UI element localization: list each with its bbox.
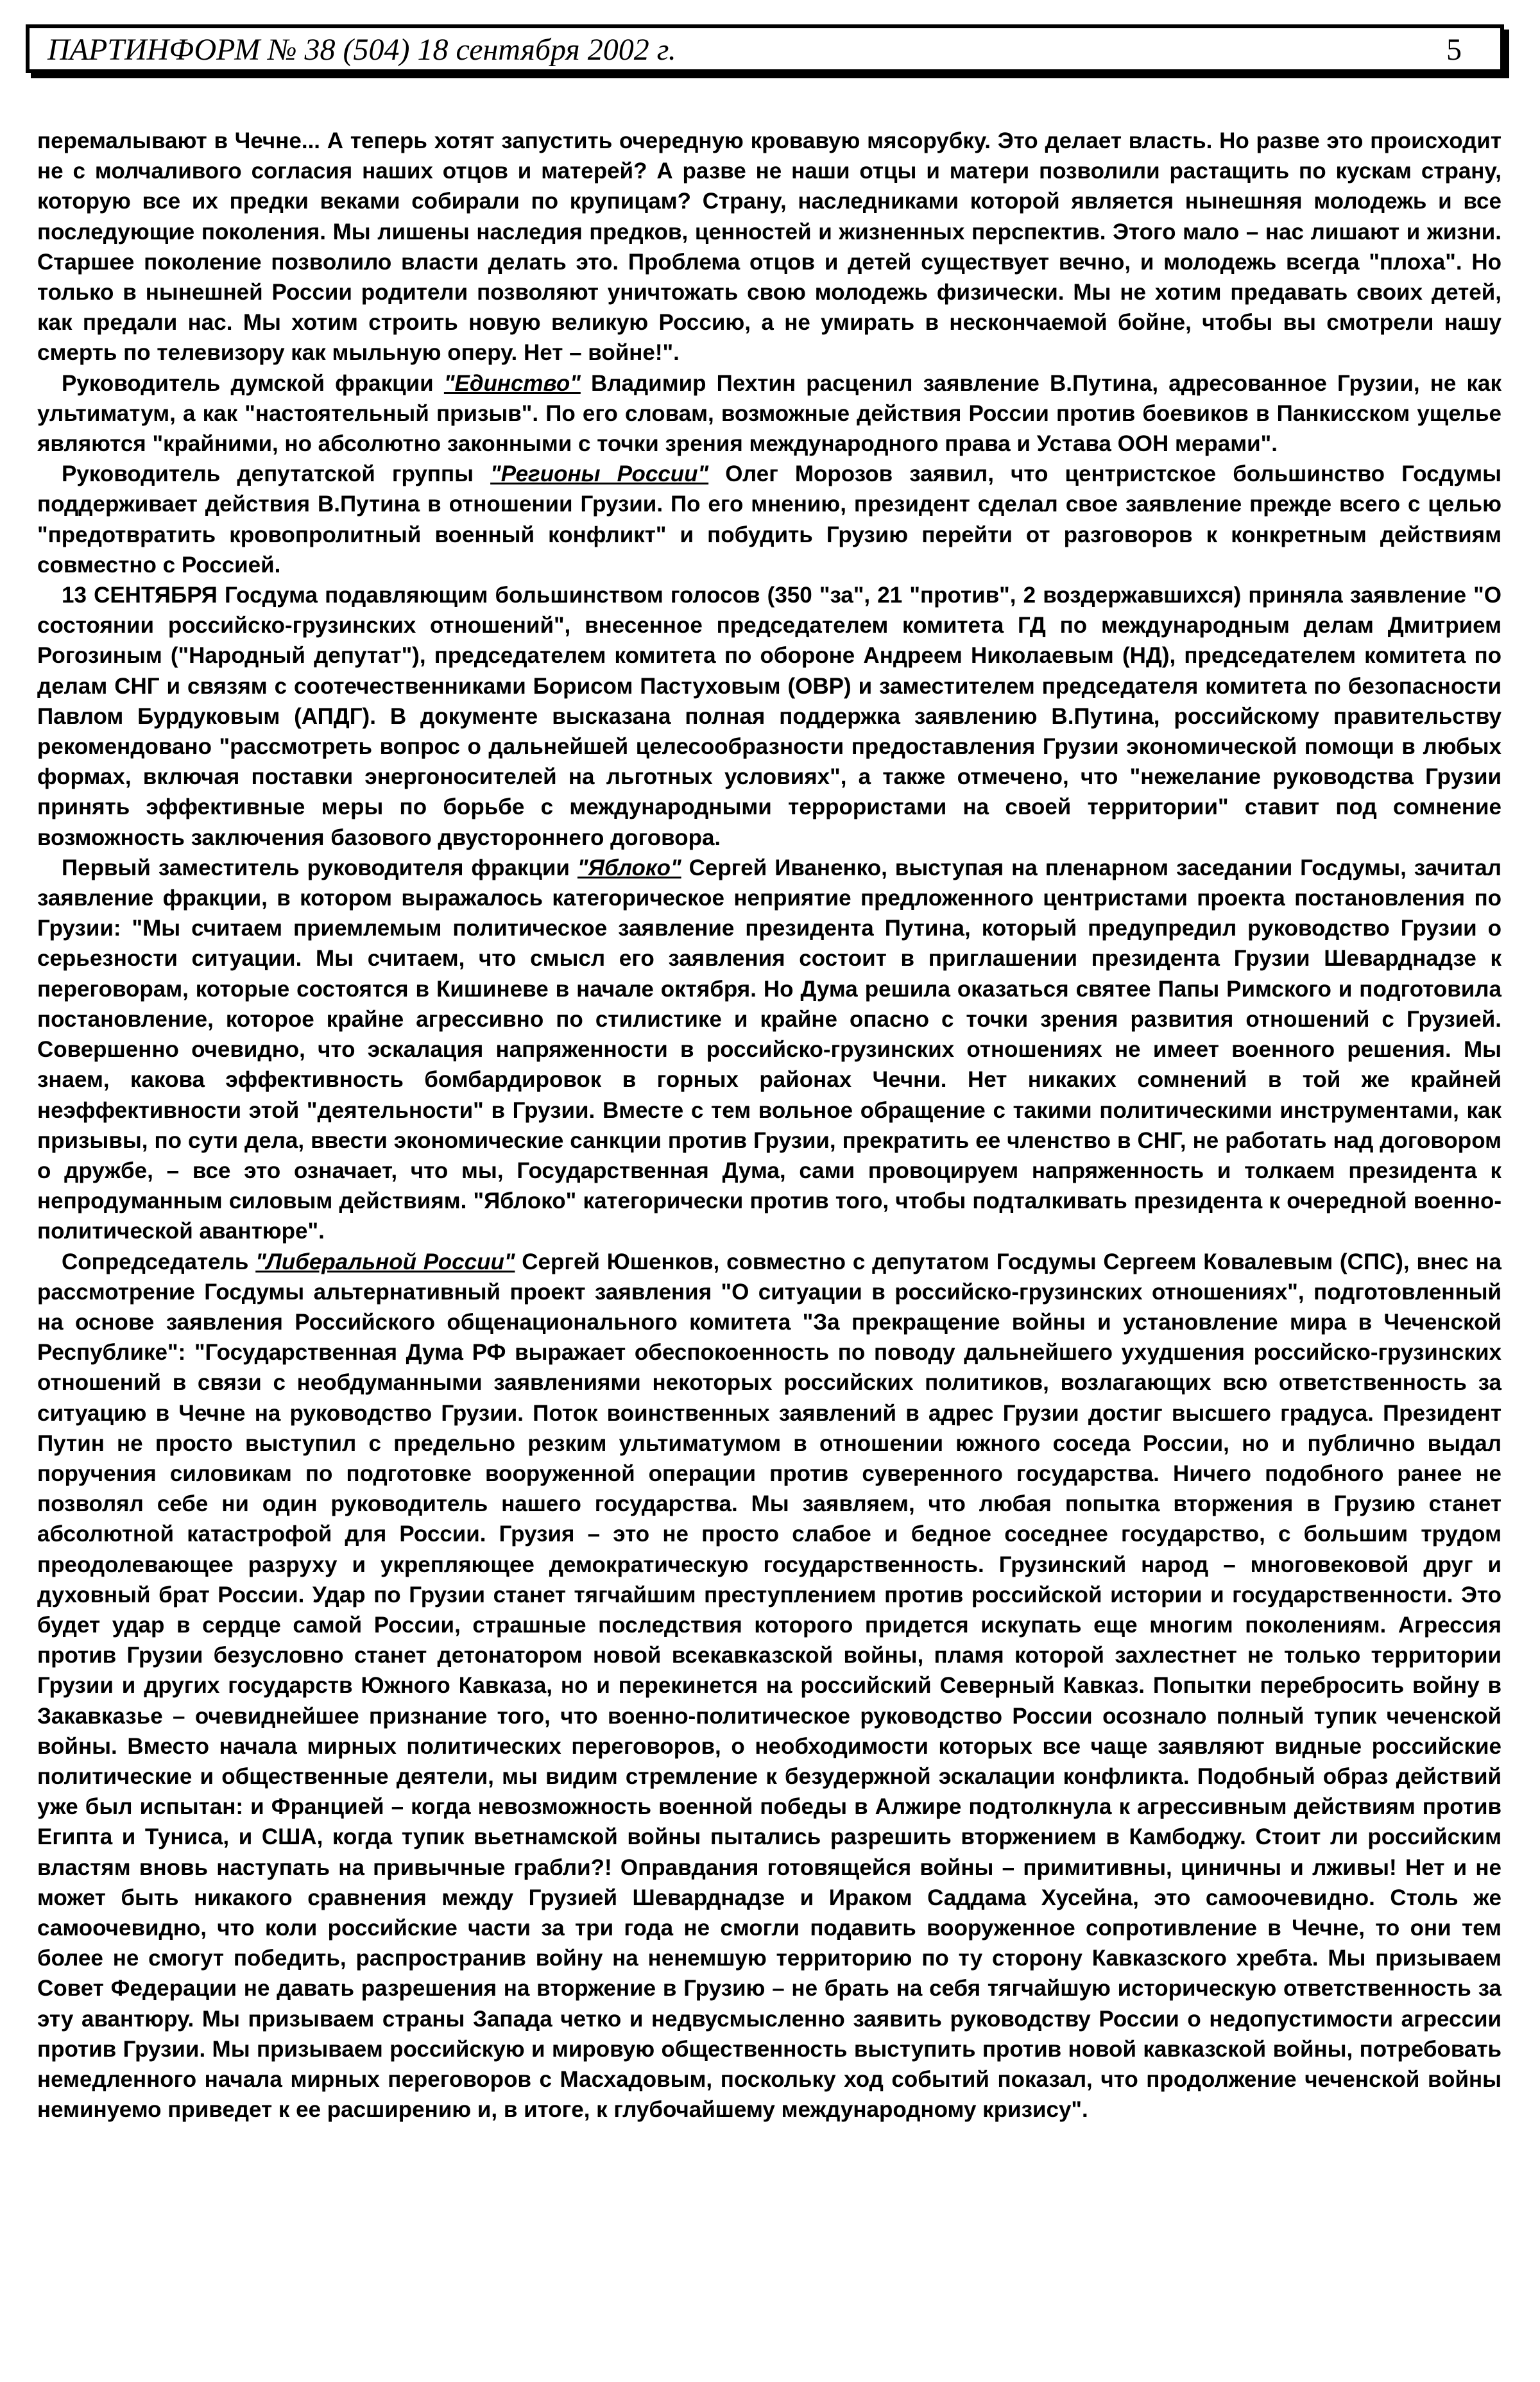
paragraph-1: перемалывают в Чечне... А теперь хотят запустить очередную кровавую мясорубку. Это делает власть. Но разве это происходит не с молчаливого согласия наших отцов и матерей? А разве не наши отцы и матери позволили растащить по кускам страну, которую все их предки веками собирали по крупицам? Страну, наследниками которой является нынешняя молодежь и все последующие поколения. Мы лишены наследия предков, ценностей и жизненных перспектив. Этого мало – нас лишают и жизни. Старшее поколение позволило власти делать это. Проблема отцов и детей существует вечно, и молодежь всегда "плоха". Но только в нынешней России родители позволяют уничтожать свою молодежь физически. Мы не хотим предавать своих детей, как предали нас. Мы хотим строить новую великую Россию, а не умирать в нескончаемой бойне, чтобы вы смотрели нашу смерть по телевизору как мыльную оперу. Нет – войне!". [37,128,1502,366]
paragraph-6-text: Сергей Юшенков, совместно с депутатом Госдумы Сергеем Ковалевым (СПС), внес на рассмотрение Госдумы альтернативный проект заявления "О ситуации в российско-грузинских отношениях", подготовленный на основе заявления Российского общенационального комитета "За прекращение войны и установление мира в Чеченской Республике": "Государственная Дума РФ выражает обеспокоенность по поводу дальнейшего ухудшения российско-грузинских отношений в связи с необдуманными заявлениями некоторых российских политиков, возлагающих всю ответственность за ситуацию в Чечне на руководство Грузии. Поток воинственных заявлений в адрес Грузии достиг высшего градуса. Президент Путин не просто выступил с предельно резким ультиматумом в отношении южного соседа России, но и публично выдал поручения силовикам по подготовке вооруженной операции против суверенного государства. Ничего подобного ранее не позволял себе ни один руководитель нашего государства. Мы заявляем, что любая попытка вторжения в Грузию станет абсолютной катастрофой для России. Грузия – это не просто слабое и бедное соседнее государство, с большим трудом преодолевающее разруху и укрепляющее демократическую государственность. Грузинский народ – многовековой друг и духовный брат России. Удар по Грузии станет тягчайшим преступлением против российской истории и государственности. Это будет удар в сердце самой России, страшные последствия которого придется искупать еще многим поколениям. Агрессия против Грузии безусловно станет детонатором новой всекавказской войны, пламя которой захлестнет не только территории Грузии и других государств Южного Кавказа, но и перекинется на российский Северный Кавказ. Попытки перебросить войну в Закавказье – очевиднейшее признание того, что военно-политическое руководство России осознало полный тупик чеченской войны. Вместо начала мирных политических переговоров, о необходимости которых все чаще заявляют видные российские политические и общественные деятели, мы видим стремление к безудержной эскалации конфликта. Подобный образ действий уже был испытан: и Францией – когда невозможность военной победы в Алжире подтолкнула к агрессивным действиям против Египта и Туниса, и США, когда тупик вьетнамской войны пытались разрешить вторжением в Камбоджу. Стоит ли российским властям вновь наступать на привычные грабли?! Оправдания готовящейся войны – примитивны, циничны и лживы! Нет и не может быть никакого сравнения между Грузией Шеварднадзе и Ираком Саддама Хусейна, это самоочевидно. Столь же самоочевидно, что коли российские части за три года не смогли подавить вооруженное сопротивление в Чечне, то они тем более не смогут победить, распространив войну на ненемшую территорию по ту сторону Кавказского хребта. Мы призываем Совет Федерации не давать разрешения на вторжение в Грузию – не брать на себя тягчайшую историческую ответственность за эту авантюру. Мы призываем страны Запада четко и недвусмысленно заявить руководству России о недопустимости агрессии против Грузии. Мы призываем российскую и мировую общественность выступить против новой кавказской войны, потребовать немедленного начала мирных переговоров с Масхадовым, поскольку ход событий показал, что продолжение чеченской войны неминуемо приведет к ее расширению и, в итоге, к глубочайшему международному кризису". [37,1249,1502,2123]
party-name-liberalnaya-rossiya: "Либеральной России" [255,1249,515,1274]
paragraph-5 [37,853,1502,1247]
paragraph-3 [37,459,1502,580]
party-name-yabloko: "Яблоко" [577,855,681,880]
paragraph-6 [37,1247,1502,2125]
page-header [26,24,1504,73]
paragraph-3-lead: Руководитель депутатской группы [62,461,491,487]
paragraph-6-lead: Сопредседатель [62,1249,256,1274]
paragraph-5-lead: Первый заместитель руководителя фракции [62,855,578,880]
page-number: 5 [1446,33,1462,67]
party-name-regiony-rossii: "Регионы России" [490,461,709,487]
article-body [37,126,1502,2125]
paragraph-2-lead: Руководитель думской фракции [62,370,444,396]
paragraph-4: 13 СЕНТЯБРЯ Госдума подавляющим большинством голосов (350 "за", 21 "против", 2 воздержавшихся) приняла заявление "О состоянии российско-грузинских отношений", внесенное председателем комитета ГД по международным делам Дмитрием Рогозиным ("Народный депутат"), председателем комитета по обороне Андреем Николаевым (НД), председателем комитета по делам СНГ и связям с соотечественниками Борисом Пастуховым (ОВР) и заместителем председателя комитета по безопасности Павлом Бурдуковым (АПДГ). В документе высказана полная поддержка заявлению В.Путина, российскому правительству рекомендовано "рассмотреть вопрос о дальнейшей целесообразности предоставления Грузии экономической помощи в любых формах, включая поставки энергоносителей на льготных условиях", а также отмечено, что "нежелание руководства Грузии принять эффективные меры по борьбе с международными террористами на своей территории" ставит под сомнение возможность заключения базового двустороннего договора. [37,583,1502,850]
party-name-edinstvo: "Единство" [443,370,581,396]
paragraph-3-text: Олег Морозов заявил, что центристское большинство Госдумы поддерживает действия В.Путина в отношении Грузии. По его мнению, президент сделал свое заявление прежде всего с целью "предотвратить кровопролитный военный конфликт" и побудить Грузию перейти от разговоров к конкретным действиям совместно с Россией. [37,461,1502,578]
paragraph-2 [37,368,1502,459]
paragraph-2-text: Владимир Пехтин расценил заявление В.Путина, адресованное Грузии, не как ультиматум, а как "настоятельный призыв". По его словам, возможные действия России против боевиков в Панкисском ущелье являются "крайними, но абсолютно законными с точки зрения международного права и Устава ООН мерами". [37,370,1502,457]
newspaper-title: ПАРТИНФОРМ № 38 (504) 18 сентября 2002 г. [47,33,676,67]
paragraph-5-text: Сергей Иваненко, выступая на пленарном заседании Госдумы, зачитал заявление фракции, в котором выражалось категорическое неприятие предложенного центристами проекта постановления по Грузии: "Мы считаем приемлемым политическое заявление президента Путина, который предупредил руководство Грузии о серьезности ситуации. Мы считаем, что смысл его заявления состоит в приглашении президента Грузии Шеварднадзе к переговорам, которые состоятся в Кишиневе в начале октября. Но Дума решила оказаться святее Папы Римского и подготовила постановление, которое крайне агрессивно по стилистике и крайне опасно с точки зрения развития отношений с Грузией. Совершенно очевидно, что эскалация напряженности в российско-грузинских отношениях не имеет военного решения. Мы знаем, какова эффективность бомбардировок в горных районах Чечни. Нет никаких сомнений в той же крайней неэффективности этой "деятельности" в Грузии. Вместе с тем вольное обращение с такими политическими инструментами, как призывы, по сути дела, ввести экономические санкции против Грузии, прекратить ее членство в СНГ, не работать над договором о дружбе, – все это означает, что мы, Государственная Дума, сами провоцируем напряженность и толкаем президента к непродуманным силовым действиям. "Яблоко" категорически против того, чтобы подталкивать президента к очередной военно-политической авантюре". [37,855,1502,1244]
